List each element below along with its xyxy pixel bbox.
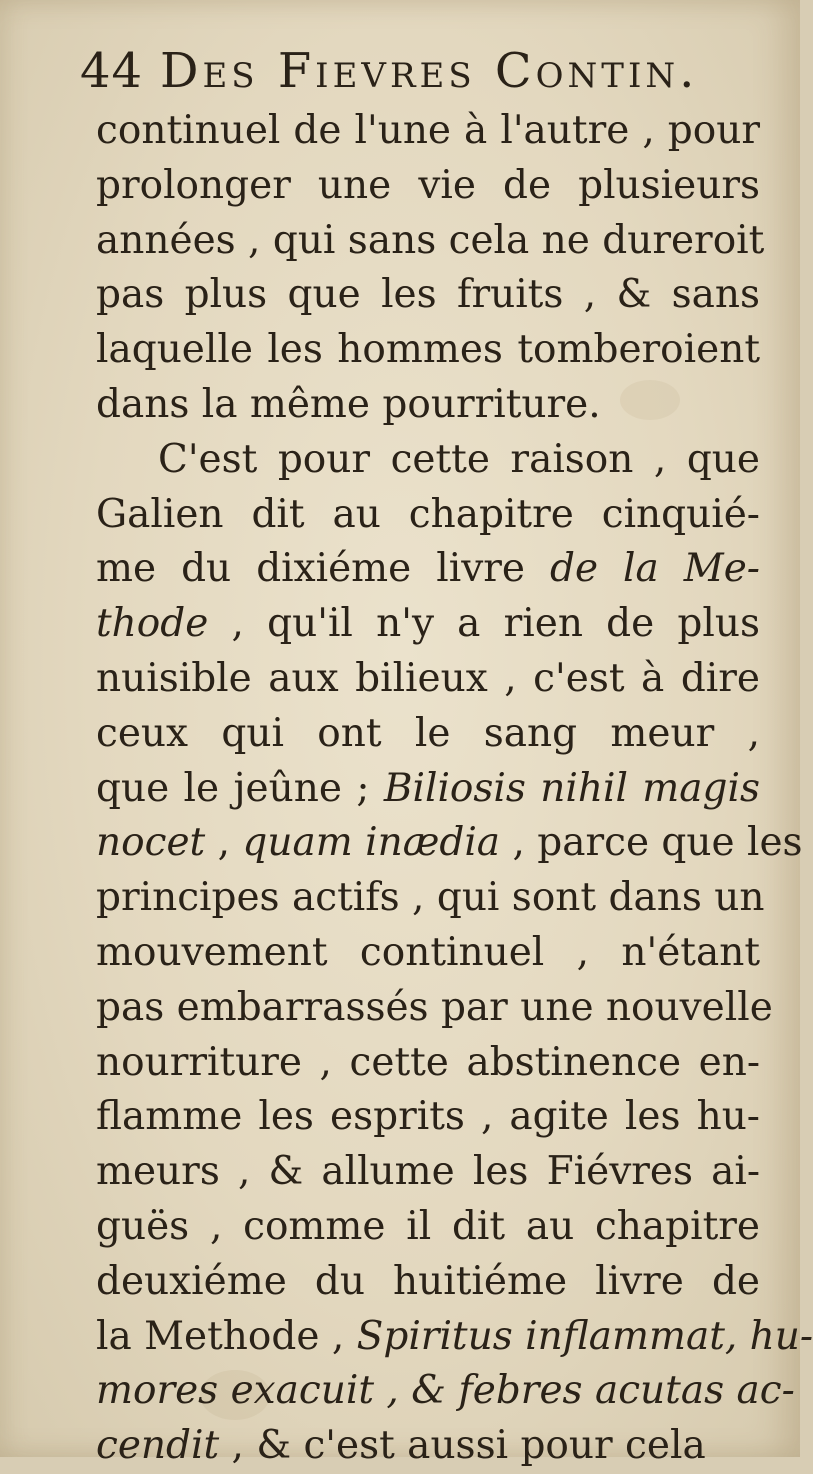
text-run: dans la même pourriture. [96, 381, 601, 427]
text-run: C'est pour cette raison , que [158, 436, 760, 482]
text-line [96, 1310, 813, 1365]
text-run: nourriture , cette abstinence en- [96, 1039, 760, 1085]
text-line [96, 1255, 760, 1310]
text-line [96, 1036, 760, 1091]
text-line [96, 707, 760, 762]
page-number: 44 [80, 43, 144, 99]
italic-quote: de la Me- [549, 546, 760, 592]
text-run: guës , comme il dit au chapitre [96, 1203, 760, 1249]
running-header [80, 40, 720, 102]
text-run: pas embarrassés par une nouvelle [96, 984, 773, 1030]
text-run: meurs , & allume les Fiévres ai- [96, 1149, 760, 1195]
text-run: , parce que les [500, 820, 803, 866]
text-run: années , qui sans cela ne dureroit [96, 217, 765, 263]
text-run: prolonger une vie de plusieurs [96, 162, 760, 208]
italic-quote: cendit [96, 1423, 220, 1469]
text-run: continuel de l'une à l'autre , pour [96, 108, 760, 153]
text-run: que le jeûne ; [96, 765, 384, 811]
text-line [96, 926, 760, 981]
text-line [96, 1200, 760, 1255]
text-run: flamme les esprits , agite les hu- [96, 1094, 760, 1140]
text-run: ceux qui ont le sang meur , [96, 710, 760, 756]
text-line [96, 488, 760, 543]
text-line [96, 1364, 795, 1419]
text-run: me du dixiéme livre [96, 546, 550, 592]
text-line [96, 159, 760, 214]
italic-quote: nocet [96, 820, 206, 866]
text-line [96, 1090, 760, 1145]
text-line [96, 871, 765, 926]
italic-quote: quam inædia [242, 820, 501, 866]
text-line [96, 433, 760, 488]
text-line [96, 214, 765, 269]
text-run: principes actifs , qui sont dans un [96, 875, 765, 921]
text-line [96, 378, 760, 433]
text-line [96, 652, 760, 707]
running-title: Des Fievres Contin. [160, 43, 699, 99]
text-line [96, 1419, 760, 1474]
italic-quote: mores exacuit , & febres acutas ac- [96, 1368, 795, 1414]
text-line [96, 104, 760, 159]
text-run: deuxiéme du huitiéme livre de [96, 1258, 760, 1304]
italic-quote: Spiritus inflammat, hu- [356, 1313, 813, 1359]
italic-quote: thode [96, 601, 209, 647]
text-line [96, 816, 803, 871]
text-line [96, 323, 760, 378]
text-run: Galien dit au chapitre cinquié- [96, 491, 760, 537]
text-run: mouvement continuel , n'étant [96, 929, 760, 975]
text-run: , qu'il n'y a rien de plus [208, 601, 760, 647]
text-run: laquelle les hommes tomberoient [96, 327, 760, 373]
body-text [96, 104, 813, 1474]
text-run: , & c'est aussi pour cela [219, 1423, 706, 1469]
text-line [96, 762, 760, 817]
text-run: , [205, 820, 243, 866]
text-line [96, 981, 773, 1036]
text-run: nuisible aux bilieux , c'est à dire [96, 655, 760, 701]
text-line [96, 1145, 760, 1200]
text-line [96, 542, 760, 597]
text-run: pas plus que les fruits , & sans [96, 272, 760, 318]
text-run: la Methode , [96, 1313, 357, 1359]
text-line [96, 597, 760, 652]
text-line [96, 268, 760, 323]
italic-quote: Biliosis nihil magis [383, 765, 760, 811]
